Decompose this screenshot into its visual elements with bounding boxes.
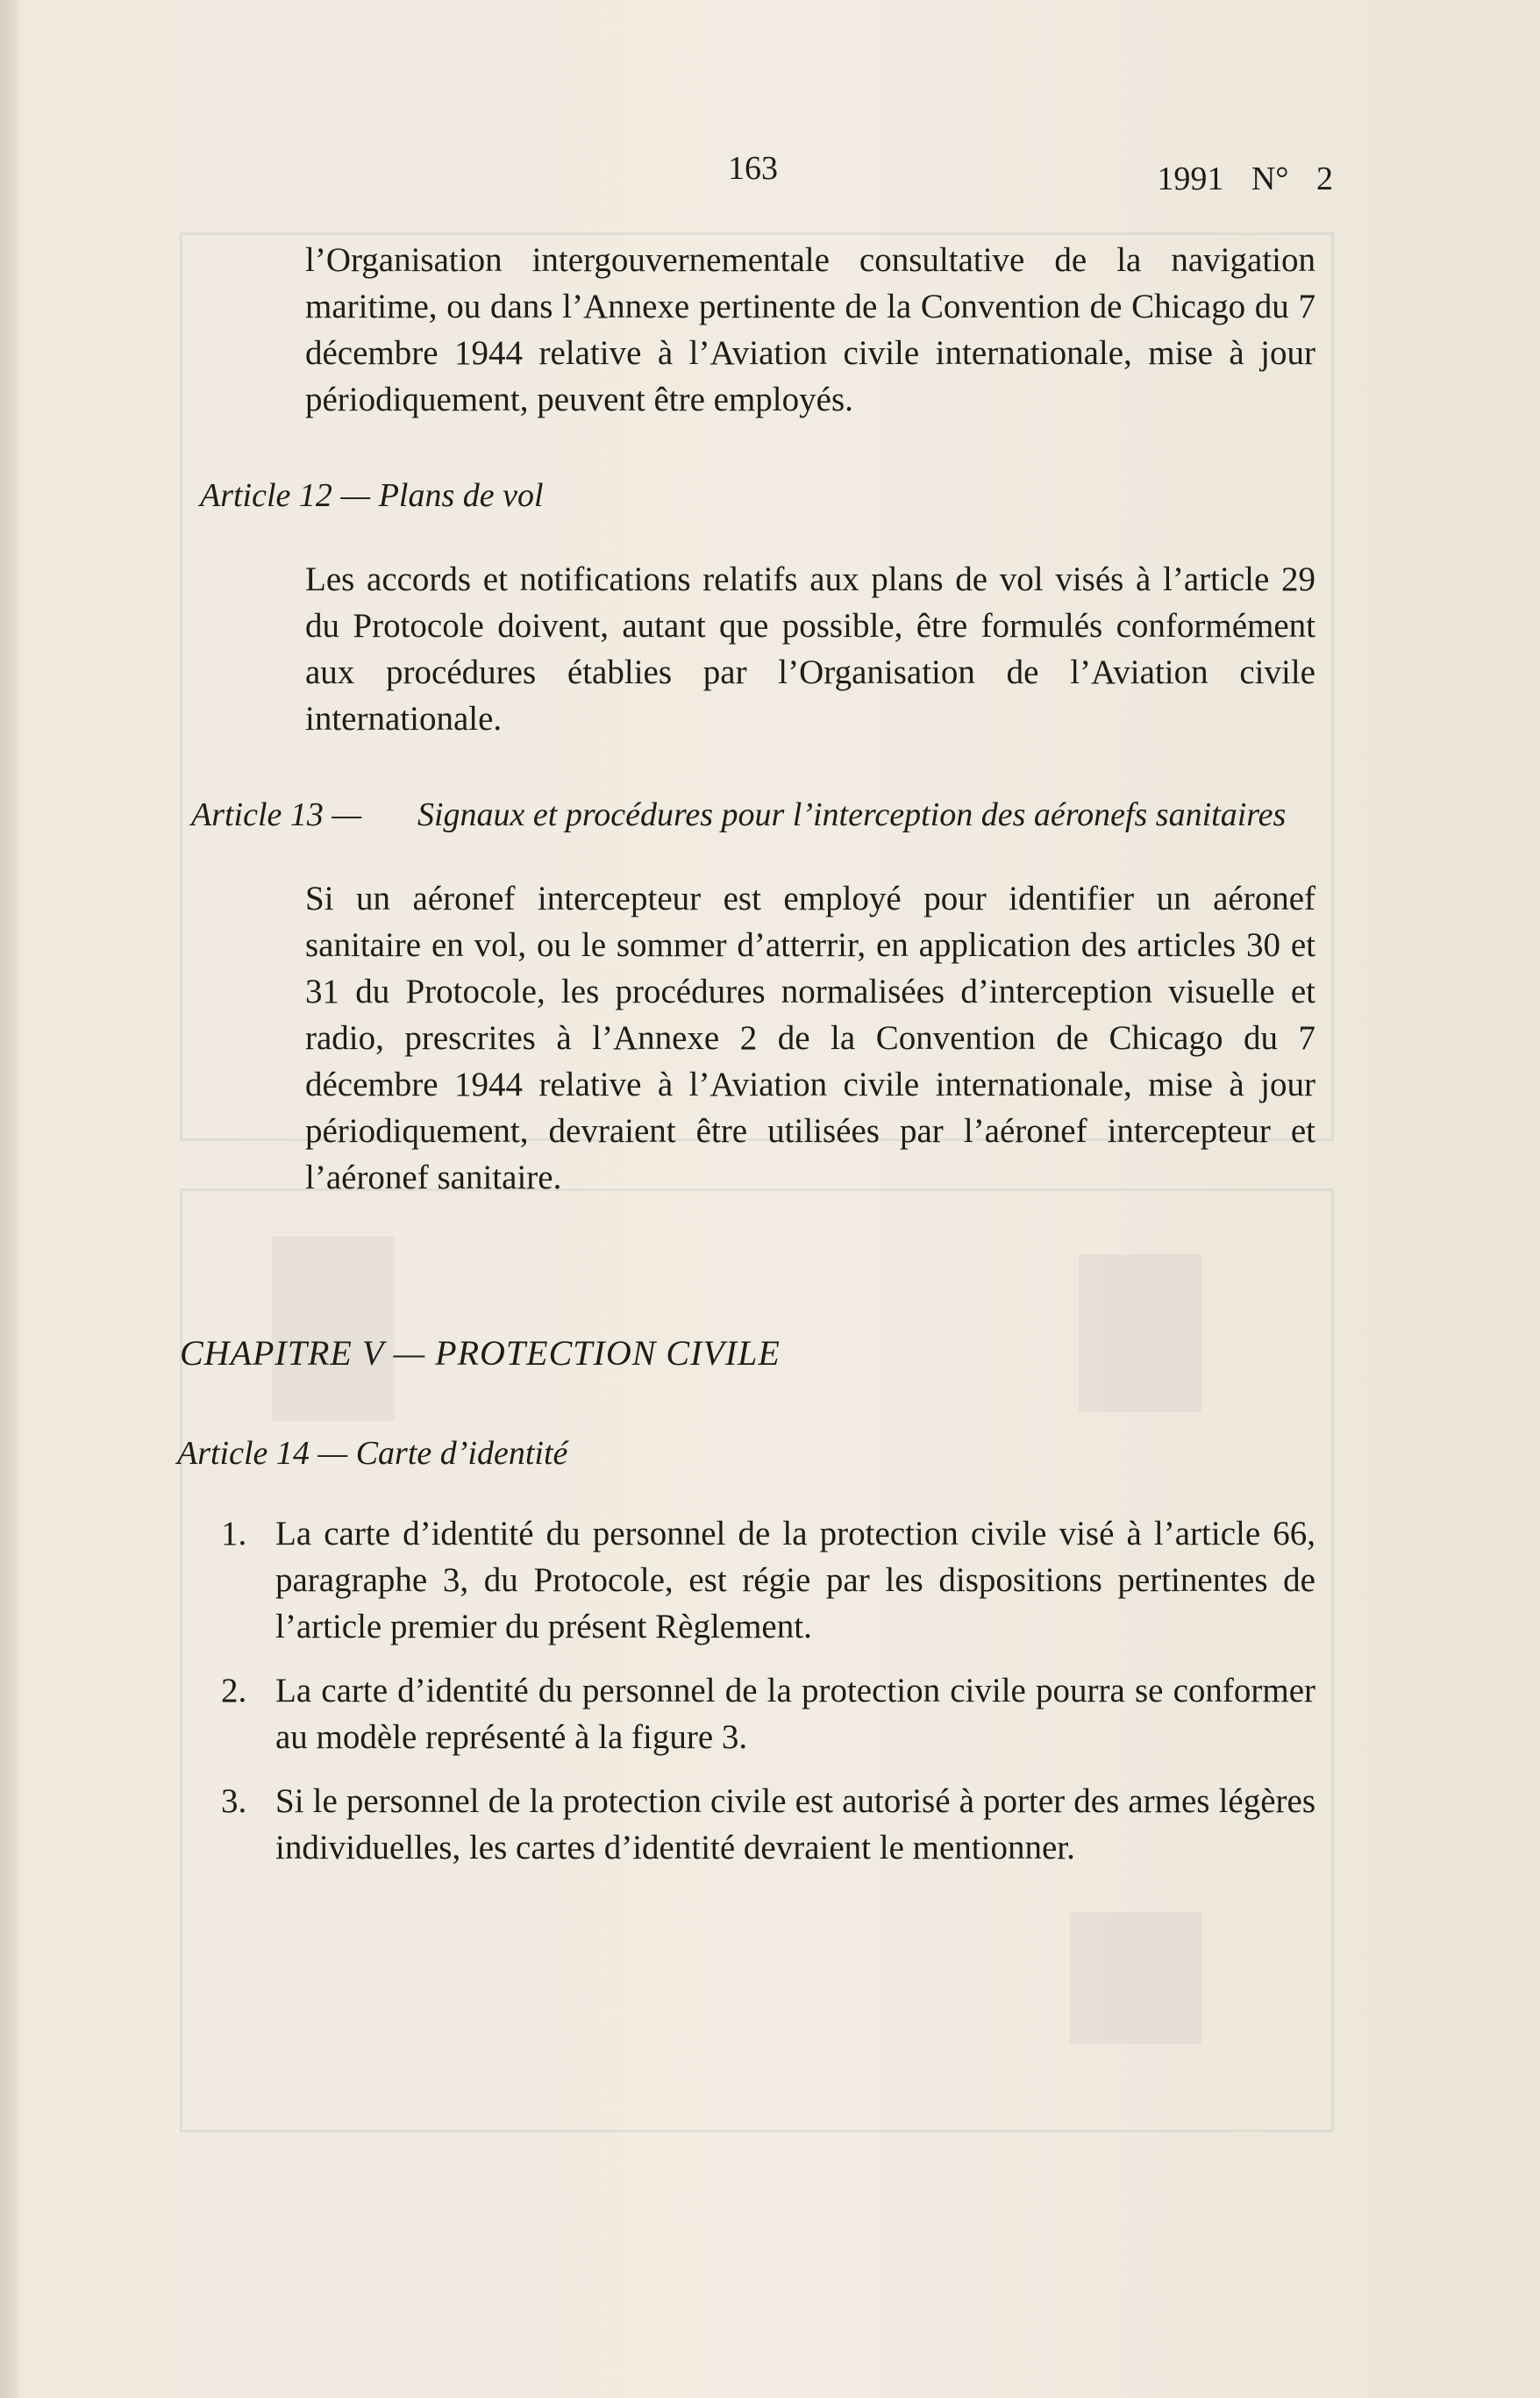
article-14-item xyxy=(221,1510,1315,1650)
page-number: 163 xyxy=(728,150,778,187)
issue-reference xyxy=(1157,160,1333,198)
article-13-title: Signaux et procédures pour l’interception des aéronefs sanitaires xyxy=(417,796,1287,833)
page-content xyxy=(175,237,1315,1871)
article-12-heading: Article 12 — Plans de vol xyxy=(200,477,544,514)
binding-edge xyxy=(0,0,19,2398)
chapter-title: CHAPITRE V — PROTECTION CIVILE xyxy=(180,1333,781,1373)
article-14-item xyxy=(221,1667,1315,1760)
item-number: 3. xyxy=(221,1782,247,1820)
issue-number: N° 2 xyxy=(1251,161,1333,197)
item-text: La carte d’identité du personnel de la protection civile visé à l’article 66, paragraphe 3, du Protocole, est régie par les dispositions pertinentes de l’article premier du présent Règlement. xyxy=(275,1515,1315,1645)
article-14-heading: Article 14 — Carte d’identité xyxy=(177,1435,568,1472)
article-13-heading xyxy=(191,793,1315,837)
article-12-text: Les accords et notifications relatifs aux plans de vol visés à l’article 29 du Protocole doivent, autant que possible, être formulés conformément aux procédures établies par l’Organisation de l’Aviation civile internationale. xyxy=(305,560,1315,738)
article-14-item xyxy=(221,1778,1315,1871)
item-number: 2. xyxy=(221,1672,247,1709)
item-number: 1. xyxy=(221,1515,247,1552)
article-13-label: Article 13 — xyxy=(191,796,362,833)
bleed-through-stamp-box xyxy=(1070,1912,1201,2044)
intro-paragraph: l’Organisation intergouvernementale consultative de la navigation maritime, ou dans l’Annexe pertinente de la Convention de Chicago du 7 décembre 1944 relative à l’Aviation civile internationale, mise à jour périodiquement, peuvent être employés. xyxy=(305,241,1315,418)
issue-year: 1991 xyxy=(1157,161,1224,197)
item-text: La carte d’identité du personnel de la protection civile pourra se conformer au modèle représenté à la figure 3. xyxy=(275,1672,1315,1756)
item-text: Si le personnel de la protection civile est autorisé à porter des armes légères individuelles, les cartes d’identité devraient le mentionner. xyxy=(275,1782,1315,1866)
article-13-text: Si un aéronef intercepteur est employé pour identifier un aéronef sanitaire en vol, ou le sommer d’atterrir, en application des articles 30 et 31 du Protocole, les procédures normalisées d’interception visuelle et radio, prescrites à l’Annexe 2 de la Convention de Chicago du 7 décembre 1944 relative à l’Aviation civile internationale, mise à jour périodiquement, devraient être utilisées par l’aéronef intercepteur et l’aéronef sanitaire. xyxy=(305,880,1315,1196)
page-header xyxy=(0,149,1540,202)
